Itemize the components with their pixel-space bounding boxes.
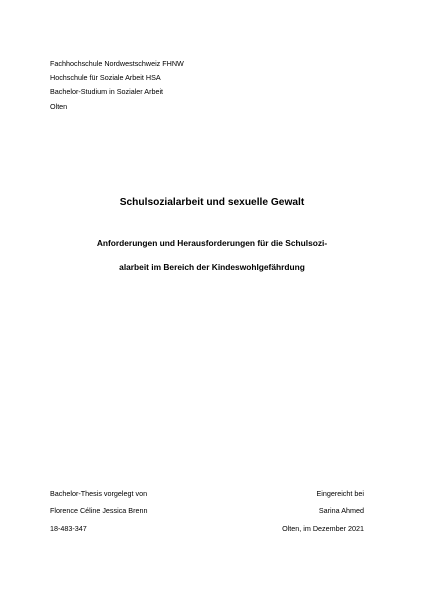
institution-university: Fachhochschule Nordwestschweiz FHNW [50,59,184,68]
submitted-by-label: Bachelor-Thesis vorgelegt von [50,489,148,498]
supervisor-block [282,485,364,537]
author-name: Florence Céline Jessica Brenn [50,506,148,516]
thesis-subtitle-line-1: Anforderungen und Herausforderungen für die Schulsozi- [96,238,328,248]
thesis-subtitle [0,231,424,279]
institution-program: Bachelor-Studium in Sozialer Arbeit [50,87,164,97]
thesis-subtitle-line-2: alarbeit im Bereich der Kindeswohlgefährdung [119,262,305,272]
place-date: Olten, im Dezember 2021 [282,523,364,533]
supervisor-name: Sarina Ahmed [318,506,364,516]
student-number: 18-483-347 [50,523,87,533]
thesis-title: Schulsozialarbeit und sexuelle Gewalt [119,197,305,208]
institution-location: Olten [50,101,68,111]
author-block [50,485,147,537]
institution-school: Hochschule für Soziale Arbeit HSA [50,73,161,83]
institution-block [50,57,370,114]
submitted-to-label: Eingereicht bei [316,489,364,498]
